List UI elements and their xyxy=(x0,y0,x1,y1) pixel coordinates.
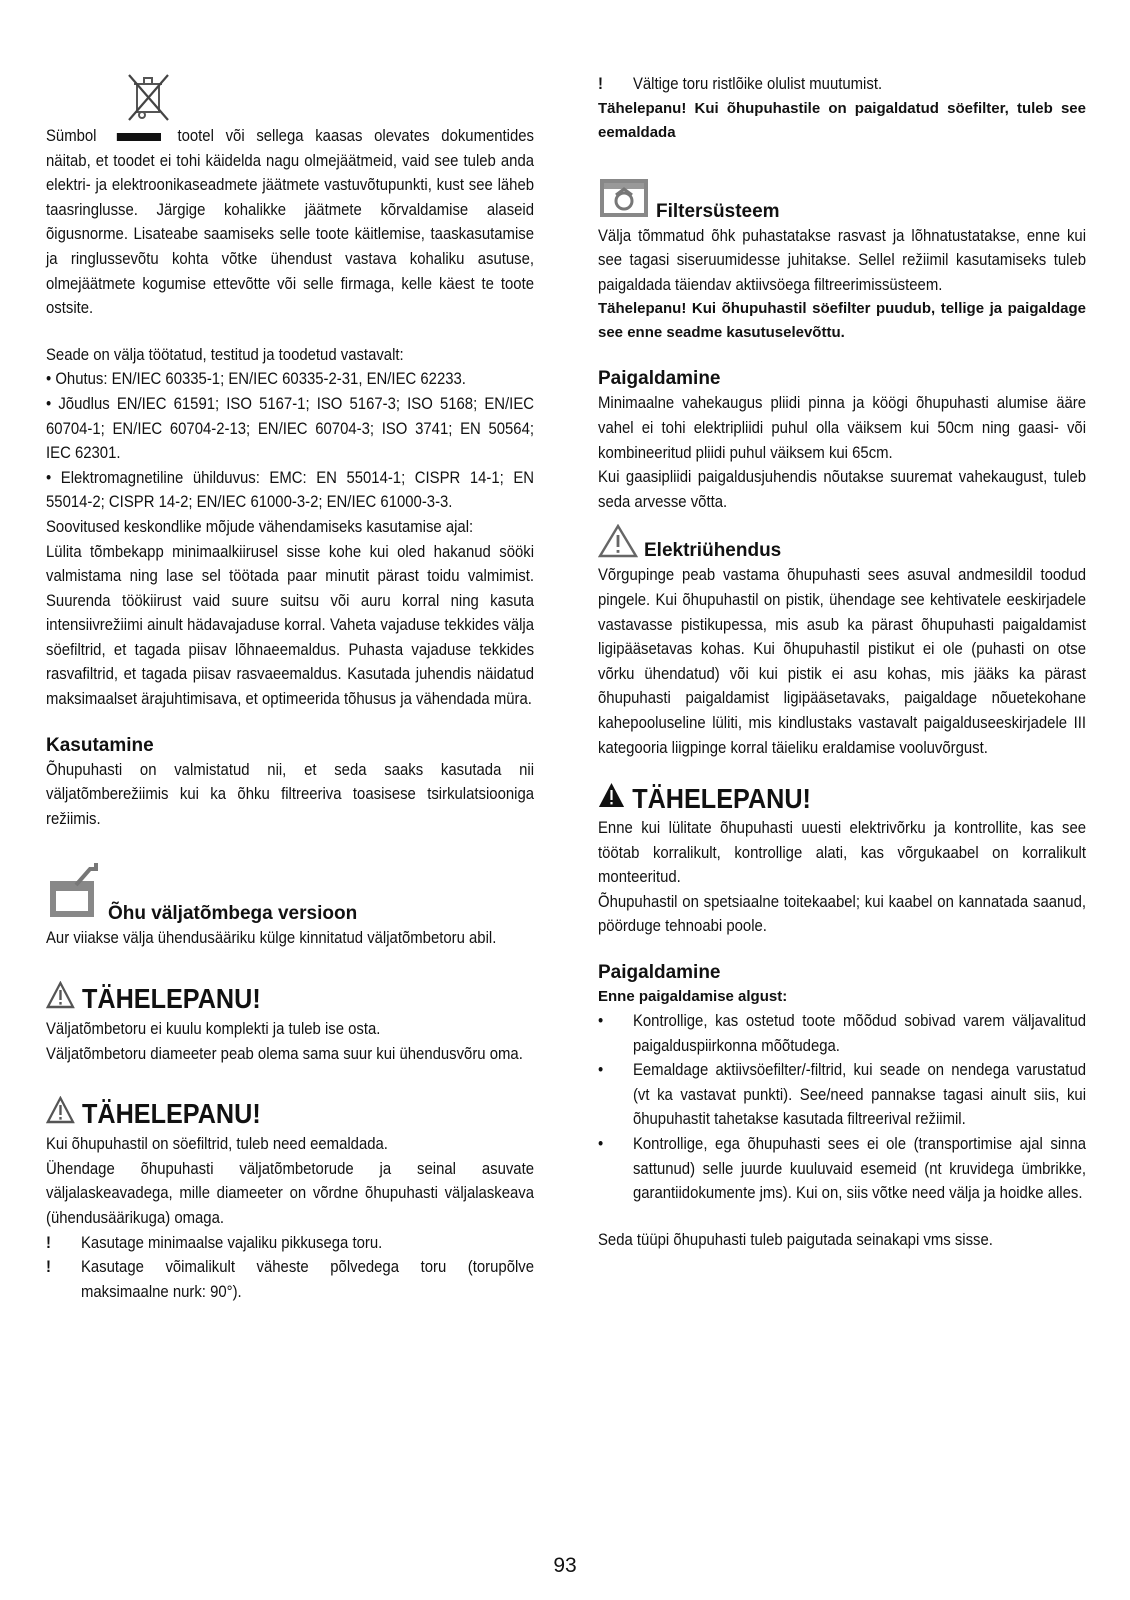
warning1-line1: Väljatõmbetoru ei kuulu komplekti ja tuleb ise osta. xyxy=(46,1020,381,1039)
right-column xyxy=(598,72,1086,1252)
symbol-text: tootel või sellega kaasas olevates dokumentides näitab, et toodet ei tohi käidelda nagu olmejäätmeid, vaid see tuleb anda elektri- ja elektroonikaseadmete jäätmete vastuvõtupunkti, kust see läheb taasringlusse. Järgige kohalikke jäätmete kõrvaldamise alaseid õigusnorme. Lisateabe saamiseks selle toote käitlemise, taaskasutamise ja ringlussevõtu kohta võtke ühendust vastava kohaliku asutuse, olmejäätmete kogumise ettevõtte või selle firmaga, kelle käest te toote ostsite. xyxy=(46,127,535,318)
eco-intro: Soovitused keskondlike mõjude vähendamiseks kasutamise ajal: xyxy=(46,517,474,536)
usage-text: Õhupuhasti on valmistatud nii, et seda saaks kasutada nii väljatõmberežiimis kui ka õhku filtreeriva toasisese tsirkulatsiooniga režiimis. xyxy=(46,760,535,828)
list-item: • Kontrollige, kas ostetud toote mõõdud sobivad varem väljavalitud paigalduspiirkonna mõõtudega. xyxy=(598,1012,1087,1055)
install1-text1: Minimaalne vahekaugus pliidi pinna ja köögi õhupuhasti alumise ääre vahel ei tohi elektripliidi puhul olla väiksem kui 50cm ning gaasi- või kombineeritud pliidi puhul väiksem kui 65cm. xyxy=(598,394,1087,462)
warning3-text1: Enne kui lülitate õhupuhasti uuesti elektrivõrku ja kontrollite, kas see töötab korralikult, kontrollige alati, kas võrgukaabel on korralikult monteeritud. xyxy=(598,819,1087,887)
eco-text: Lülita tõmbekapp minimaalkiirusel sisse kohe kui oled hakanud sööki valmistama ning lase sel töötada paar minutit pärast toidu valmimist. Suurenda töökiirust vaid suure suitsu või auru korral ning kasuta intensiivrežiimi ainult hädavajaduse korral. Vaheta vajaduse tekkides välja söefiltrid, et tagada piisav lõhnaeemaldus. Puhasta vajaduse tekkides rasvafiltrid, et tagada piisav rasvaeemaldus. Kasutada juhendis näidatud maksimaalset ärajuhtimisava, et optimeerida tõhusus ja vähendada müra. xyxy=(46,542,535,709)
warning2-line1: Kui õhupuhastil on söefiltrid, tuleb need eemaldada. xyxy=(46,1135,388,1154)
standards-intro: Seade on välja töötatud, testitud ja toodetud vastavalt: xyxy=(46,345,404,364)
install1-text2: Kui gaasipliidi paigaldusjuhendis nõutakse suuremat vahekaugust, tuleb seda arvesse võtta. xyxy=(598,468,1087,511)
warning1-title: TÄHELEPANU! xyxy=(82,983,261,1015)
warning2-title: TÄHELEPANU! xyxy=(82,1098,261,1130)
install2-subtitle: Enne paigaldamise algust: xyxy=(598,988,788,1006)
standards-emc: • Elektromagnetiline ühilduvus: EMC: EN 55014-1; CISPR 14-1; EN 55014-2; CISPR 14-2; EN/IEC 61000-3-2; EN/IEC 61000-3-3. xyxy=(46,468,535,512)
exhaust-text: Aur viiakse välja ühendusääriku külge kinnitatud väljatõmbetoru abil. xyxy=(46,929,497,948)
exhaust-duct-icon xyxy=(46,861,102,926)
warning1-line2: Väljatõmbetoru diameeter peab olema sama suur kui ühendusvõru oma. xyxy=(46,1044,523,1063)
install2-title: Paigaldamine xyxy=(598,962,721,984)
left-column xyxy=(46,72,534,1304)
warning-triangle-icon xyxy=(46,981,75,1017)
symbol-paragraph xyxy=(46,124,534,321)
pipe-warning: Tähelepanu! Kui õhupuhastile on paigaldatud söefilter, tuleb see eemaldada xyxy=(598,99,1086,141)
symbol-label: Sümbol xyxy=(46,127,97,145)
pipe-tips-list xyxy=(46,1231,534,1305)
install2-footer: Seda tüüpi õhupuhasti tuleb paigutada seinakapi vms sisse. xyxy=(598,1230,993,1249)
filter-title: Filtersüsteem xyxy=(656,200,780,222)
electric-text: Võrgupinge peab vastama õhupuhasti sees asuval andmesildil toodud pingele. Kui õhupuhastil on pistik, ühendage see kehtivatele eeskirjadele vastavasse pistikupessa, mis asub ka pärast õhupuhasti paigaldamist ligipääsetavas kohas. Kui õhupuhastil pistikut ei ole (puhasti on otse võrku ühendatud) või kui pistik ei asu kohas, mis jääks ka pärast õhupuhasti paigaldamist ligipääsetavaks, paigaldage nõuetekohane kahepooluseline lüliti, mis kindlustaks vastavalt paigalduseeskirjadele III kategooria liigpinge korral täieliku eraldamise vooluvõrgust. xyxy=(598,566,1087,757)
filter-heading xyxy=(598,175,1086,224)
weee-bar-icon xyxy=(117,133,161,141)
list-item: ! Kasutage minimaalse vajaliku pikkusega toru. xyxy=(46,1233,383,1252)
list-item: • Eemaldage aktiivsöefilter/-filtrid, kui seade on nendega varustatud (vt ka vastavat punkti). See/need pannakse tagasi ainult siis, kui õhupuhastit tahetakse kasutada filtreerival režiimil. xyxy=(598,1061,1087,1129)
electric-heading xyxy=(598,524,1086,563)
list-item: ! Vältige toru ristlõike olulist muutumist. xyxy=(598,75,883,93)
standards-safety: • Ohutus: EN/IEC 60335-1; EN/IEC 60335-2-31, EN/IEC 62233. xyxy=(46,370,466,389)
filter-text: Välja tõmmatud õhk puhastatakse rasvast ja lõhnatustatakse, enne kui see tagasi siseruumidesse juhitakse. Sellel režiimil kasutamiseks tuleb paigaldada täiendav aktiivsöega filtreerimissüsteem. xyxy=(598,226,1087,294)
install2-list xyxy=(598,1009,1086,1206)
pipe-tip-list xyxy=(598,72,1086,97)
warning1-heading xyxy=(46,981,485,1017)
warning-triangle-icon xyxy=(598,524,638,563)
page-number: 93 xyxy=(553,1554,577,1577)
filter-warning: Tähelepanu! Kui õhupuhastil söefilter puudub, tellige ja paigaldage see enne seadme kasutuselevõttu. xyxy=(598,300,1086,342)
warning3-text2: Õhupuhastil on spetsiaalne toitekaabel; kui kaabel on kannatada saanud, pöörduge tehnoabi poole. xyxy=(598,892,1087,936)
list-item: ! Kasutage võimalikult väheste põlvedega toru (torupõlve maksimaalne nurk: 90°). xyxy=(46,1258,535,1301)
warning-triangle-icon xyxy=(46,1096,75,1132)
usage-title: Kasutamine xyxy=(46,734,154,756)
list-item: • Kontrollige, ega õhupuhasti sees ei ole (transportimise ajal sinna sattunud) selle juurde kuuluvaid esemeid (nt kruvidega ümbrikke, garantiidokumente jms). Kui on, siis võtke need välja ja hoidke alles. xyxy=(598,1135,1087,1203)
filter-icon xyxy=(598,175,650,224)
electric-title: Elektriühendus xyxy=(644,540,782,562)
warning2-heading xyxy=(46,1096,485,1132)
warning2-line2: Ühendage õhupuhasti väljatõmbetorude ja seinal asuvate väljalaskeavadega, mille diameeter on võrdne õhupuhasti väljalaskeava (ühendusäärikuga) omaga. xyxy=(46,1159,535,1227)
standards-performance: • Jõudlus EN/IEC 61591; ISO 5167-1; ISO 5167-3; ISO 5168; EN/IEC 60704-1; EN/IEC 60704-2-13; EN/IEC 60704-3; ISO 3741; EN 50564; IEC 62301. xyxy=(46,394,535,463)
warning3-title: TÄHELEPANU! xyxy=(632,783,811,815)
warning3-heading xyxy=(598,782,1037,816)
exhaust-title: Õhu väljatõmbega versioon xyxy=(108,903,358,925)
install1-title: Paigaldamine xyxy=(598,368,721,390)
warning-triangle-icon xyxy=(598,782,625,816)
exhaust-heading xyxy=(46,861,534,926)
weee-bin-icon xyxy=(126,72,172,124)
